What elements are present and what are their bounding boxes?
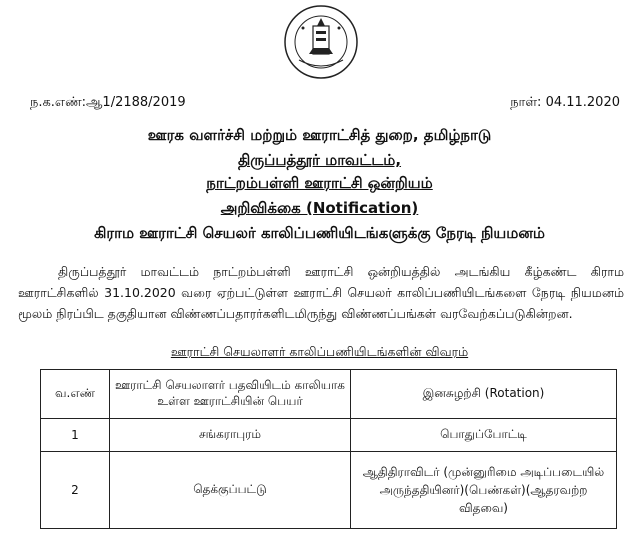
cell-panchayat-name: தெக்குப்பட்டு [110, 452, 351, 529]
notification-heading [0, 199, 639, 219]
table-row [41, 419, 617, 452]
table-caption-text: ஊராட்சி செயலாளர் காலிப்பணியிடங்களின் விவரம் [170, 344, 469, 359]
cell-serial-no: 2 [41, 452, 110, 529]
table-header-row [41, 370, 617, 419]
cell-panchayat-name: சங்கராபுரம் [110, 419, 351, 452]
header-panchayat-name: ஊராட்சி செயலாளர் பதவியிடம் காலியாக உள்ள ஊராட்சியின் பெயர் [110, 370, 351, 419]
government-emblem [283, 4, 359, 80]
cell-rotation: பொதுப்போட்டி [351, 419, 617, 452]
district-heading [0, 151, 639, 171]
district-heading-text: திருப்பத்தூர் மாவட்டம், [237, 151, 402, 169]
department-heading: ஊரக வளர்ச்சி மற்றும் ஊராட்சித் துறை, தமிழ்நாடு [147, 126, 492, 144]
union-heading-text: நாட்றம்பள்ளி ஊராட்சி ஒன்றியம் [206, 174, 433, 192]
notification-heading-text: அறிவிக்கை (Notification) [220, 199, 419, 217]
document-date: நாள்: 04.11.2020 [510, 95, 620, 110]
cell-rotation: ஆதிதிராவிடர் (முன்னுரிமை அடிப்படையில் அருந்ததியினர்)(பெண்கள்)(ஆதரவற்ற விதவை) [351, 452, 617, 529]
cell-serial-no: 1 [41, 419, 110, 452]
subject-heading: கிராம ஊராட்சி செயலர் காலிப்பணியிடங்களுக்கு நேரடி நியமனம் [94, 224, 545, 242]
union-heading [0, 174, 639, 194]
table-row [41, 452, 617, 529]
table-caption [0, 344, 639, 361]
reference-number: ந.க.எண்:ஆ1/2188/2019 [30, 95, 186, 110]
header-rotation: இனசுழற்சி (Rotation) [351, 370, 617, 419]
notice-paragraph: திருப்பத்தூர் மாவட்டம் நாட்றம்பள்ளி ஊராட்சி ஒன்றியத்தில் அடங்கிய கீழ்கண்ட கிராம ஊராட்சிகளில் 31.10.2020 வரை ஏற்பட்டுள்ள ஊராட்சி செயலர் காலிப்பணியிடங்களை நேரடி நியமனம் மூலம் நிரப்பிட தகுதியான விண்ணப்பதாரர்களிடமிருந்து விண்ணப்பங்கள் வரவேற்கப்படுகின்றன. [18, 264, 624, 321]
vacancy-table [40, 369, 617, 529]
header-serial-no: வ.எண் [41, 370, 110, 419]
